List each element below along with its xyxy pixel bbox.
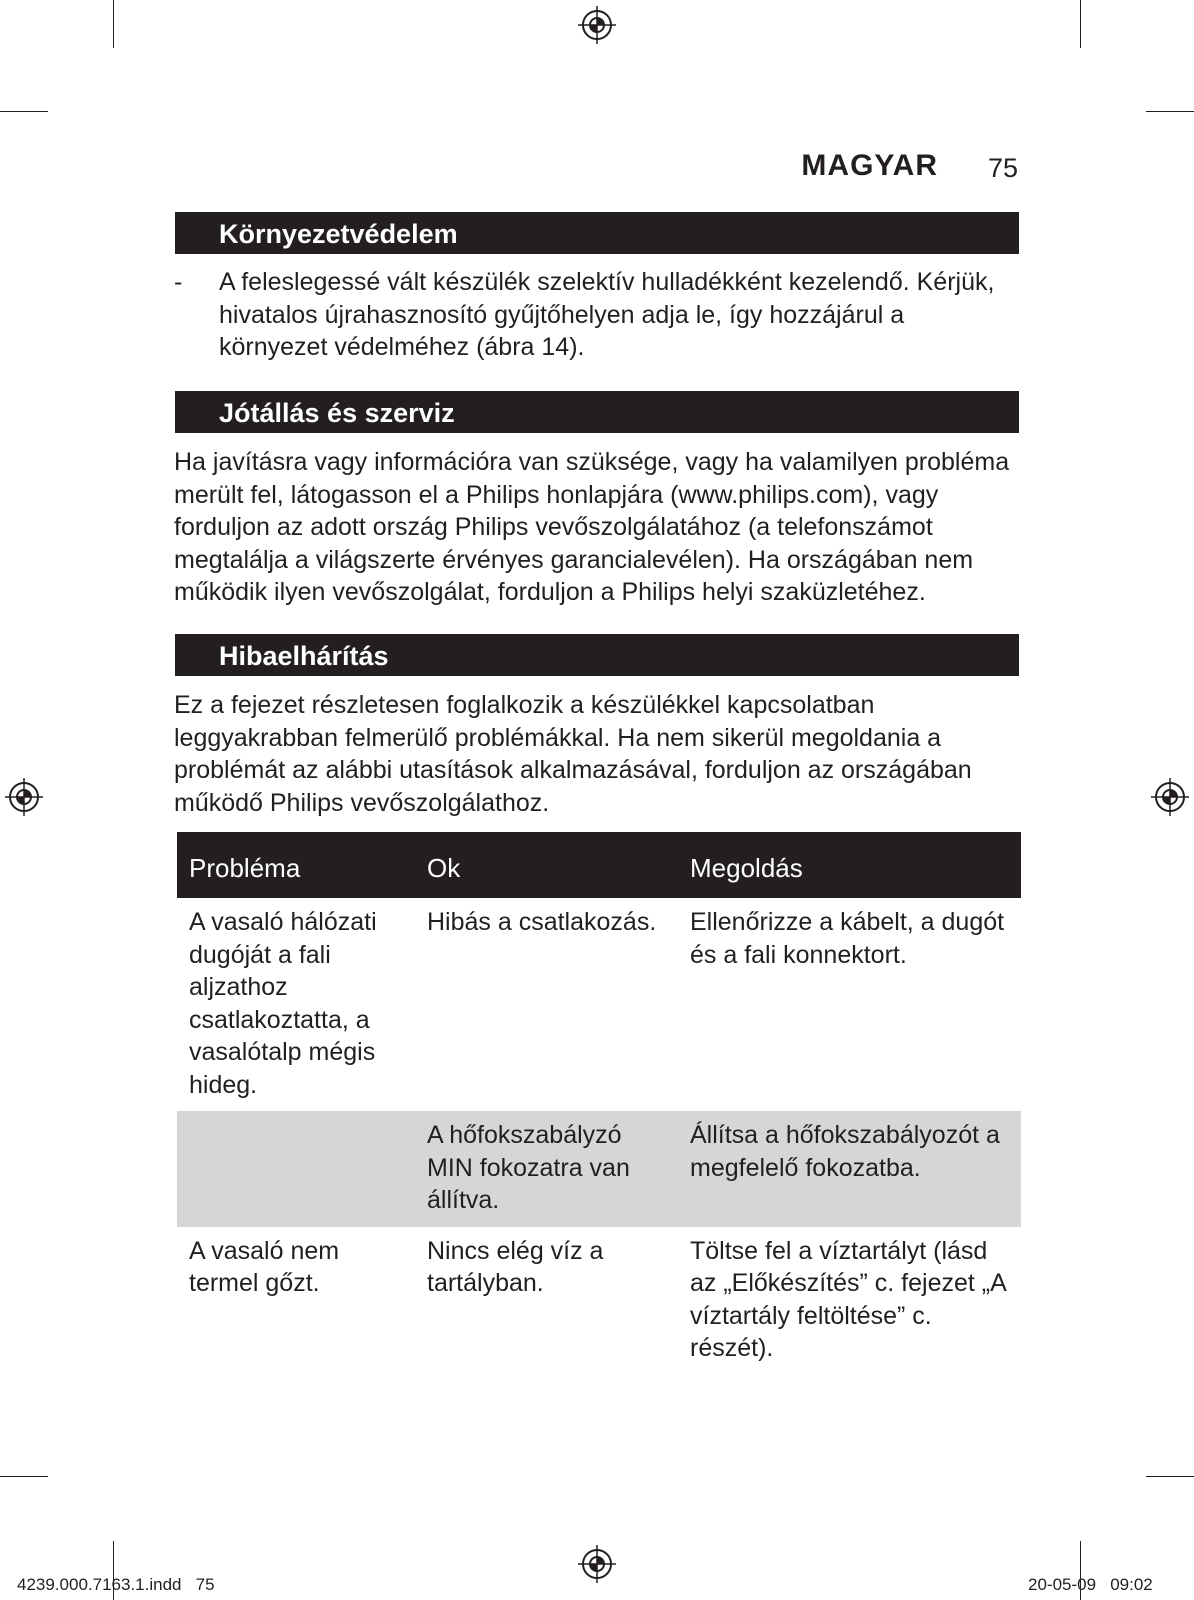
- solution-cell: Töltse fel a víztartályt (lásd az „Előkészítés” c. fejezet „A víztartály feltöltése” c. részét).: [690, 1236, 1006, 1362]
- crop-mark-top-left: [113, 0, 114, 48]
- problem-cell: A vasaló hálózati dugóját a fali aljzathoz csatlakoztatta, a vasalótalp mégis hideg.: [189, 908, 377, 1099]
- troubleshooting-table: [177, 832, 1021, 1375]
- crop-mark-left-top: [0, 111, 48, 112]
- header-language: MAGYAR: [801, 149, 938, 182]
- section-title-troubleshooting: Hibaelhárítás: [175, 634, 1019, 676]
- section-title-environment: Környezetvédelem: [175, 212, 1019, 254]
- crop-mark-right-top: [1146, 111, 1194, 112]
- solution-cell: Állítsa a hőfokszabályozót a megfelelő fokozatba.: [678, 1111, 1021, 1227]
- table-row: [177, 1111, 1021, 1227]
- footer-date-time: 20-05-09 09:02: [1028, 1575, 1153, 1594]
- warranty-text-after-link: ), vagy forduljon az adott ország Philips vevőszolgálatához (a telefonszámot megtalálja a világszerte érvényes garancialevélen). Ha országában nem működik ilyen vevőszolgálat, forduljon a Philips helyi szaküzletéhez.: [174, 480, 974, 606]
- crop-mark-right-bottom: [1146, 1476, 1194, 1477]
- section-title-warranty: Jótállás és szerviz: [175, 391, 1019, 433]
- warranty-text-before-link: Ha javításra vagy információra van szüksége, vagy ha valamilyen probléma merült fel, látogasson el a Philips honlapjára (: [174, 448, 1010, 509]
- registration-mark-left-icon: [5, 778, 43, 816]
- crop-mark-top-right: [1080, 0, 1081, 48]
- table-row: [177, 1227, 1021, 1375]
- cause-cell: Nincs elég víz a tartályban.: [427, 1236, 604, 1297]
- cause-cell: Hibás a csatlakozás.: [427, 908, 657, 936]
- troubleshooting-intro: Ez a fejezet részletesen foglalkozik a készülékkel kapcsolatban leggyakrabban felmerülő problémákkal. Ha nem sikerül megoldania a problémát az alábbi utasítások alkalmazásával, forduljon az országában működő Philips vevőszolgálathoz.: [174, 691, 972, 817]
- cause-cell: A hőfokszabályzó MIN fokozatra van állítva.: [415, 1111, 678, 1227]
- registration-mark-right-icon: [1151, 778, 1189, 816]
- registration-mark-bottom-icon: [578, 1545, 616, 1583]
- warranty-paragraph: [174, 446, 1024, 609]
- column-header-cause: Ok: [415, 832, 678, 898]
- table-header-row: [177, 832, 1021, 898]
- philips-website-link[interactable]: www.philips.com: [678, 480, 864, 509]
- column-header-problem: Probléma: [177, 832, 415, 898]
- bullet-dash: -: [174, 268, 183, 296]
- problem-cell: A vasaló nem termel gőzt.: [189, 1236, 340, 1297]
- table-row: [177, 898, 1021, 1111]
- problem-cell: [177, 1111, 415, 1227]
- footer-file-info: 4239.000.7163.1.indd 75: [17, 1575, 215, 1594]
- environment-bullet-text: A feleslegessé vált készülék szelektív hulladékként kezelendő. Kérjük, hivatalos újrahasznosító gyűjtőhelyen adja le, így hozzájárul a környezet védelméhez (ábra 14).: [219, 268, 995, 361]
- crop-mark-left-bottom: [0, 1476, 48, 1477]
- page-number: 75: [988, 153, 1019, 183]
- solution-cell: Ellenőrizze a kábelt, a dugót és a fali konnektort.: [690, 908, 1005, 969]
- registration-mark-top-icon: [578, 6, 616, 44]
- column-header-solution: Megoldás: [678, 832, 1021, 898]
